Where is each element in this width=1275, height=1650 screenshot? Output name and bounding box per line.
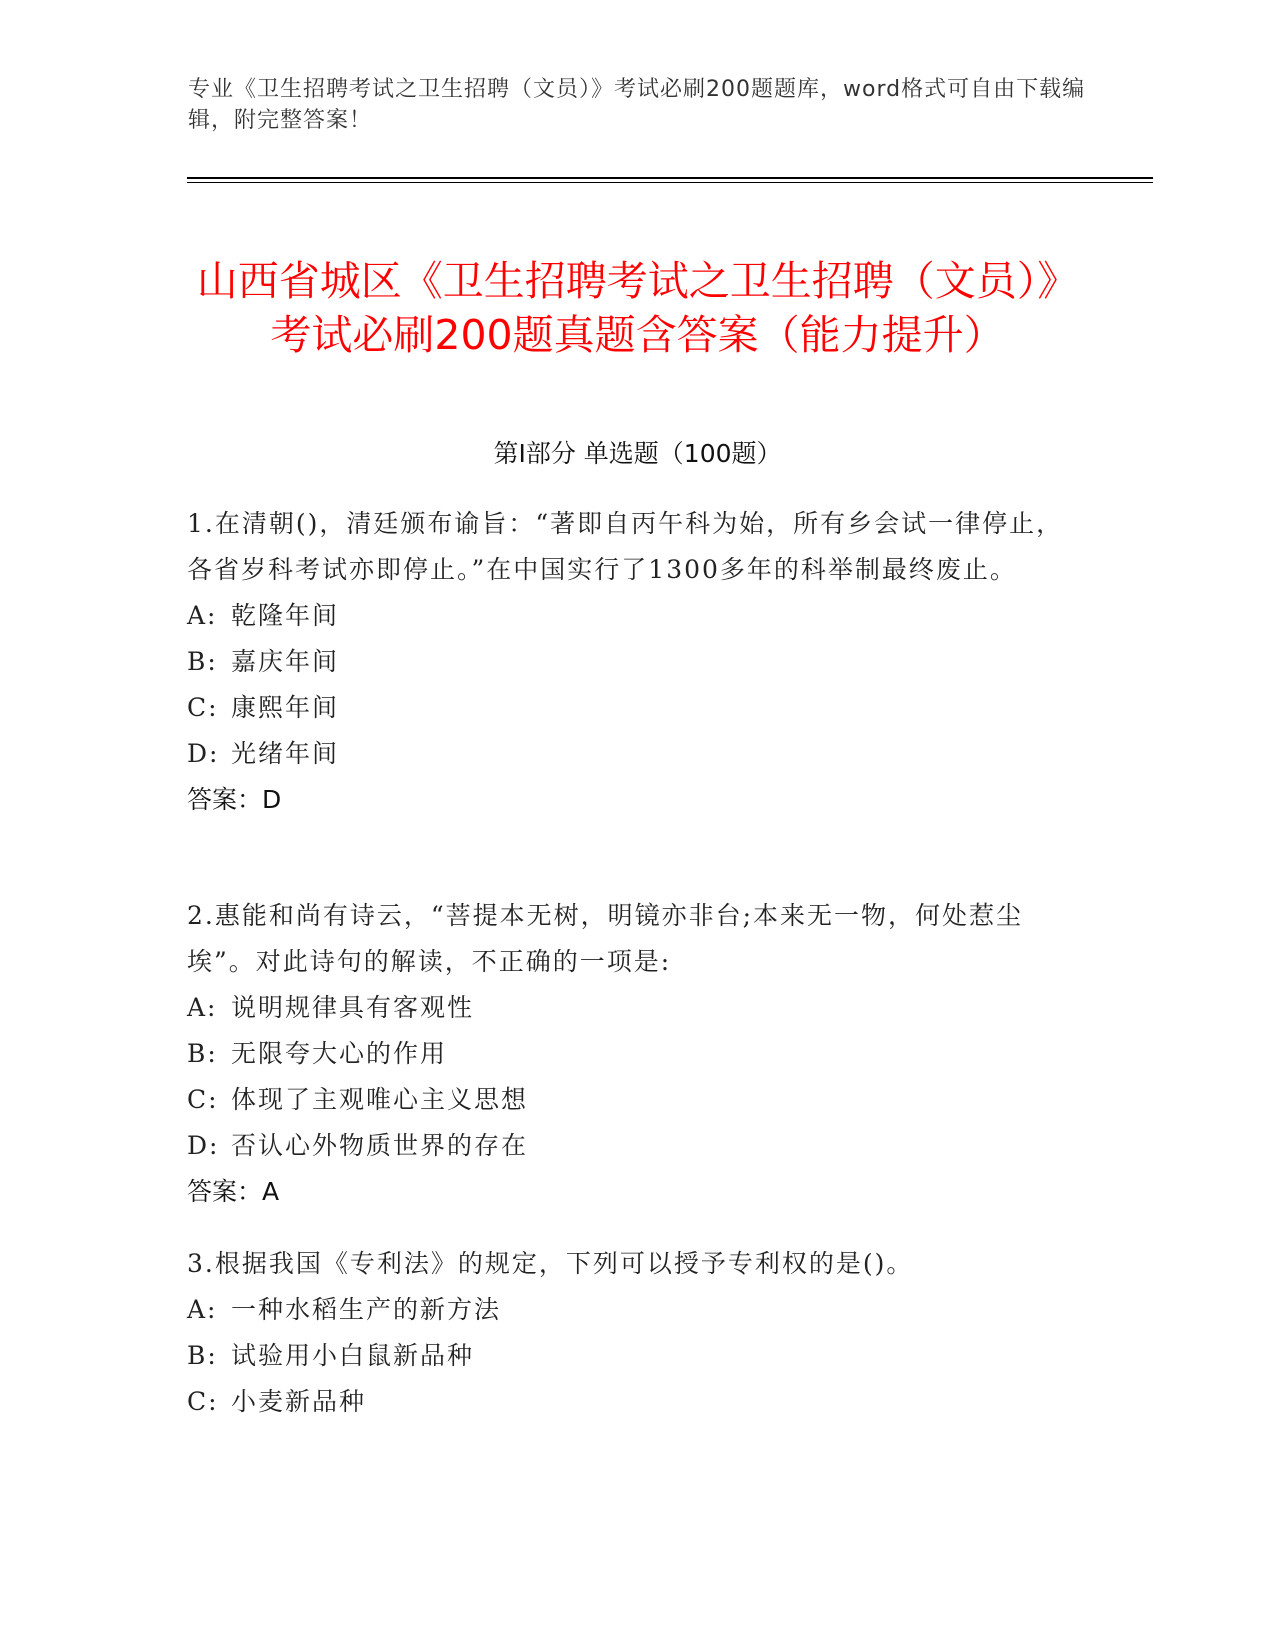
option-letter: B: (187, 647, 218, 676)
option-b (187, 1031, 1087, 1077)
answer-line (187, 777, 1087, 823)
option-letter: B: (187, 1341, 218, 1370)
option-text: 小麦新品种 (231, 1387, 367, 1416)
question-3 (187, 1241, 1087, 1425)
answer-prefix: 答案： (187, 1177, 263, 1206)
answer-value: D (262, 785, 282, 814)
document-title: 山西省城区《卫生招聘考试之卫生招聘（文员）》考试必刷200题真题含答案（能力提升） (196, 257, 1079, 360)
option-text: 试验用小白鼠新品种 (231, 1341, 475, 1370)
option-letter: A: (187, 993, 218, 1022)
question-2 (187, 893, 1087, 1215)
option-d (187, 731, 1087, 777)
option-letter: A: (187, 601, 218, 630)
header-note: 专业《卫生招聘考试之卫生招聘（文员）》考试必刷200题题库，word格式可自由下载编辑，附完整答案！ (188, 77, 1086, 133)
question-stem: 2.惠能和尚有诗云，“菩提本无树，明镜亦非台;本来无一物，何处惹尘埃”。对此诗句的解读，不正确的一项是: (187, 901, 1024, 976)
option-letter: D: (187, 1131, 220, 1160)
option-c (187, 1379, 1087, 1425)
answer-line (187, 1169, 1087, 1215)
option-text: 乾隆年间 (231, 601, 340, 630)
option-text: 光绪年间 (231, 739, 340, 768)
question-stem: 3.根据我国《专利法》的规定，下列可以授予专利权的是()。 (187, 1249, 914, 1278)
option-letter: B: (187, 1039, 218, 1068)
option-c (187, 685, 1087, 731)
option-letter: D: (187, 739, 220, 768)
option-b (187, 639, 1087, 685)
header-rule-thick (187, 177, 1153, 179)
option-text: 一种水稻生产的新方法 (231, 1295, 502, 1324)
question-stem: 1.在清朝()，清廷颁布谕旨：“著即自丙午科为始，所有乡会试一律停止，各省岁科考试亦即停止。”在中国实行了1300多年的科举制最终废止。 (187, 509, 1064, 584)
option-a (187, 1287, 1087, 1333)
option-text: 否认心外物质世界的存在 (231, 1131, 529, 1160)
option-letter: C: (187, 1387, 219, 1416)
option-letter: A: (187, 1295, 218, 1324)
option-text: 体现了主观唯心主义思想 (231, 1085, 529, 1114)
option-letter: C: (187, 693, 219, 722)
answer-prefix: 答案： (187, 785, 263, 814)
option-text: 嘉庆年间 (231, 647, 340, 676)
question-1 (187, 501, 1087, 823)
option-c (187, 1077, 1087, 1123)
option-letter: C: (187, 1085, 219, 1114)
answer-value: A (262, 1177, 280, 1206)
section-heading: 第I部分 单选题（100题） (493, 439, 782, 468)
option-text: 说明规律具有客观性 (231, 993, 475, 1022)
option-text: 康熙年间 (231, 693, 340, 722)
option-a (187, 593, 1087, 639)
option-d (187, 1123, 1087, 1169)
header-rule-thin (187, 182, 1153, 183)
option-a (187, 985, 1087, 1031)
option-text: 无限夸大心的作用 (231, 1039, 448, 1068)
option-b (187, 1333, 1087, 1379)
